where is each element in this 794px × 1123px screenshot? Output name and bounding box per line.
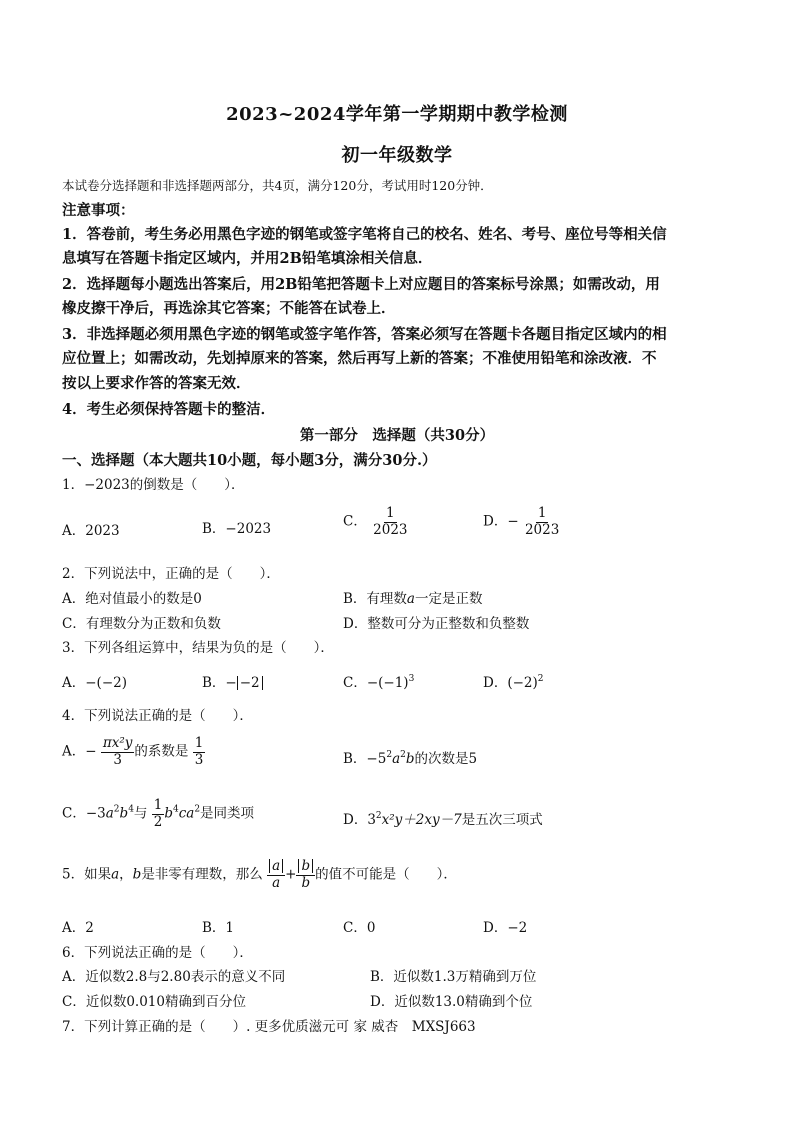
- q4-stem: 4．下列说法正确的是（ ）．: [62, 708, 253, 724]
- q4-option-d: [343, 808, 543, 828]
- q6-option-d: D．近似数13.0精确到个位: [370, 994, 533, 1010]
- q3-option-b: [202, 671, 263, 691]
- q1-option-d: [483, 506, 561, 538]
- q6-option-c: C．近似数0.010精确到百分位: [62, 994, 246, 1010]
- q4-c-fraction: [152, 798, 165, 830]
- intro-text: 本试卷分选择题和非选择题两部分，共4页，满分120分，考试用时120分钟．: [62, 178, 493, 193]
- q1-stem: 1．−2023的倒数是（ ）．: [62, 477, 245, 493]
- q5-option-b: B．1: [202, 920, 235, 936]
- notice-2-line2: 橡皮擦干净后，再选涂其它答案；不能答在试卷上．: [62, 300, 396, 317]
- q4-c-denominator: 2: [153, 813, 163, 830]
- q4-a-value-fraction: [193, 736, 206, 768]
- q3-d-exp: 2: [537, 674, 544, 684]
- q5-sep: ，: [119, 866, 133, 883]
- q1-option-a: A．2023: [62, 523, 120, 539]
- q4-a-label: A．−: [62, 743, 97, 760]
- q4-option-c: [62, 798, 254, 830]
- q1-c-fraction: [371, 506, 409, 538]
- notice-heading: 注意事项：: [62, 202, 135, 219]
- q5-frac-b-den: b: [301, 874, 311, 891]
- q3-option-c: [343, 671, 414, 691]
- q1-c-numerator: 1: [386, 505, 395, 521]
- q1-c-label: C．: [343, 513, 367, 530]
- q6-option-b: B．近似数1.3万精确到万位: [370, 969, 537, 985]
- q1-d-label: D．−: [483, 513, 519, 530]
- q1-option-b: B．−2023: [202, 521, 272, 537]
- notice-2-line1: 2．选择题每小题选出答案后，用2B铅笔把答题卡上对应题目的答案标号涂黑；如需改动，用: [62, 276, 660, 293]
- notice-4: 4．考生必须保持答题卡的整洁．: [62, 401, 276, 418]
- q5-var-b: b: [132, 866, 142, 883]
- q1-d-denominator: 2023: [524, 521, 560, 538]
- notice-1-line2: 息填写在答题卡指定区域内，并用2B铅笔填涂相关信息．: [62, 250, 433, 267]
- q4-b-var: a: [392, 751, 401, 767]
- q5-abs-b: b: [298, 859, 313, 873]
- q5-stem-mid: 是非零有理数，那么: [141, 866, 263, 883]
- q5-stem-pre: 5．如果: [62, 866, 112, 883]
- q4-b-label: B．−5: [343, 751, 387, 767]
- q4-d-label: D．3: [343, 812, 376, 828]
- q4-c-term1-a: a: [105, 805, 114, 822]
- q5-frac-b-num: [296, 859, 315, 876]
- q5-frac-a-den: a: [272, 874, 281, 891]
- q4-a-denominator: 3: [113, 751, 122, 768]
- q4-c-term1-exp2: 4: [128, 804, 134, 815]
- q3-option-d: [483, 671, 544, 691]
- q3-b-abs: −2: [237, 676, 263, 690]
- q4-c-numerator: 1: [153, 797, 163, 813]
- q4-b-exp2: 2: [400, 750, 406, 760]
- q1-option-c: [343, 506, 410, 538]
- q6-option-a: A．近似数2.8与2.80表示的意义不同: [62, 969, 286, 985]
- q4-a-value-denominator: 3: [194, 751, 204, 768]
- q4-a-mid: 的系数是: [134, 743, 189, 760]
- q4-c-text: 是同类项: [200, 805, 255, 822]
- q5-frac-a-num: [267, 859, 285, 876]
- section-heading: 一、选择题（本大题共10小题，每小题3分，满分30分.）: [62, 452, 437, 469]
- notice-3-line1: 3．非选择题必须用黑色字迹的钢笔或签字笔作答，答案必须写在答题卡各题目指定区域内的相: [62, 326, 667, 343]
- q7-stem: 7．下列计算正确的是（ ）. 更多优质滋元可 家 威杏 MXSJ663: [62, 1019, 476, 1035]
- q3-stem: 3．下列各组运算中，结果为负的是（ ）．: [62, 640, 334, 656]
- q3-b-label: B．−: [202, 675, 237, 691]
- q4-d-text: 是五次三项式: [461, 812, 543, 828]
- part1-heading: 第一部分 选择题（共30分）: [299, 427, 495, 444]
- q1-d-numerator: 1: [537, 505, 547, 521]
- q5-var-a: a: [111, 866, 120, 883]
- q4-b-text: 的次数是5: [414, 751, 478, 767]
- exam-subtitle: 初一年级数学: [341, 145, 453, 166]
- q1-c-denominator: 2023: [373, 521, 408, 538]
- q4-c-term1-b: b: [119, 805, 129, 822]
- q4-a-numerator: πx²y: [102, 735, 133, 751]
- q6-stem: 6．下列说法正确的是（ ）．: [62, 945, 253, 961]
- exam-title: 2023~2024学年第一学期期中教学检测: [226, 104, 568, 125]
- q4-d-exp: 2: [375, 811, 382, 821]
- q4-c-term1-exp: 2: [113, 804, 120, 815]
- q2-b-post: 一定是正数: [414, 591, 483, 607]
- q4-b-var2: b: [405, 751, 415, 767]
- q4-c-term2-exp2: 2: [194, 804, 201, 815]
- q5-option-d: D．−2: [483, 920, 528, 936]
- q2-stem: 2．下列说法中，正确的是（ ）．: [62, 566, 280, 582]
- q2-option-d: D．整数可分为正整数和负整数: [343, 616, 530, 632]
- q2-b-var: a: [406, 591, 415, 607]
- q2-option-c: C．有理数分为正数和负数: [62, 616, 221, 632]
- q5-fraction-a: [267, 859, 285, 891]
- q4-c-term2-b: b: [164, 805, 173, 822]
- q5-option-c: C．0: [343, 920, 376, 936]
- q3-option-a: A．−(−2): [62, 675, 127, 691]
- q4-a-fraction: [101, 736, 135, 768]
- q4-c-term2-exp: 4: [172, 804, 179, 815]
- notice-1-line1: 1．答卷前，考生务必用黑色字迹的钢笔或签字笔将自己的校名、姓名、考号、座位号等相关信: [62, 226, 667, 243]
- q5-stem: 5．如果a，b是非零有理数，那么 $\frac{a}{a}$ + $\frac{b}{b}$ 的值不可能是（ ）．: [62, 858, 457, 891]
- q2-option-a: A．绝对值最小的数是0: [62, 591, 202, 607]
- q4-c-label: C．−3: [62, 805, 106, 822]
- q1-d-fraction: [523, 506, 561, 538]
- q5-fraction-b: [296, 859, 315, 891]
- q3-d-label: D．(−2): [483, 675, 538, 691]
- q4-option-a: [62, 736, 205, 768]
- q3-c-label: C．−(−1): [343, 675, 409, 691]
- q4-b-exp: 2: [386, 750, 393, 760]
- notice-3-line2: 应位置上；如需改动，先划掉原来的答案，然后再写上新的答案；不准使用铅笔和涂改液．不: [62, 350, 657, 367]
- q5-option-a: A．2: [62, 920, 94, 936]
- notice-3-line3: 按以上要求作答的答案无效．: [62, 375, 251, 392]
- q4-a-value-numerator: 1: [194, 735, 204, 751]
- q4-d-expr: x²y＋2xy－7: [381, 812, 462, 828]
- q4-c-term2-ca: ca: [178, 805, 195, 822]
- q5-stem-post: 的值不可能是（ ）．: [315, 866, 457, 883]
- q4-c-mid: 与: [133, 805, 148, 822]
- q5-abs-a: a: [269, 859, 283, 873]
- q2-b-pre: B．有理数: [343, 591, 407, 607]
- q4-option-b: [343, 747, 477, 767]
- q3-c-exp: 3: [408, 674, 415, 684]
- q2-option-b: [343, 587, 482, 607]
